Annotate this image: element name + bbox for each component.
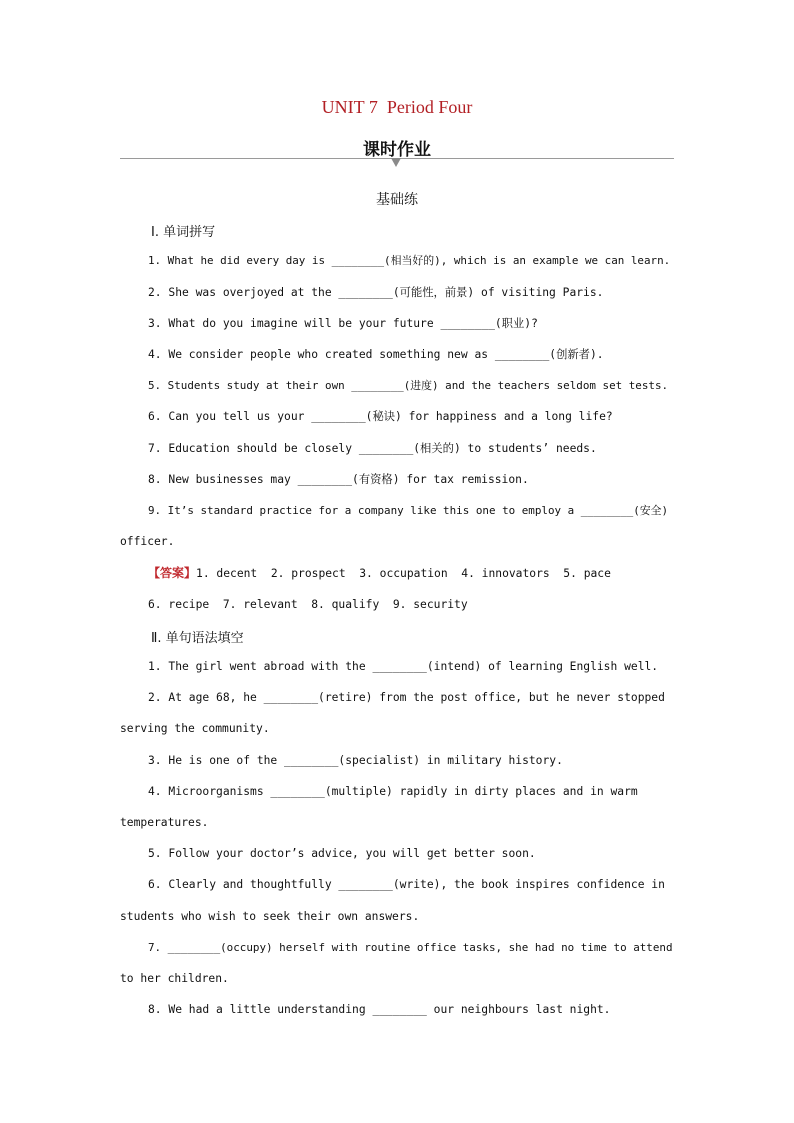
part2-question-3: 3. He is one of the ________(specialist) in military history. <box>148 754 563 767</box>
part2-question-2-cont: serving the community. <box>120 722 270 735</box>
part2-question-7: 7. ________(occupy) herself with routine office tasks, she had no time to attend <box>148 941 673 954</box>
part1-question-7: 7. Education should be closely ________(相关的) to students’ needs. <box>148 442 597 455</box>
part1-answer-line-1 <box>120 563 674 583</box>
part1-question-9: 9. It’s standard practice for a company like this one to employ a ________(安全) <box>148 504 669 517</box>
part2-question-5: 5. Follow your doctor’s advice, you will get better soon. <box>148 847 536 860</box>
answer-text-1: 1. decent 2. prospect 3. occupation 4. innovators 5. pace <box>196 567 611 580</box>
part2-question-4: 4. Microorganisms ________(multiple) rapidly in dirty places and in warm <box>148 785 638 798</box>
part2-question-4-cont: temperatures. <box>120 816 209 829</box>
section-title: 基础练 <box>376 192 418 208</box>
part1-answer-line-2: 6. recipe 7. relevant 8. qualify 9. security <box>148 598 468 611</box>
part2-question-1: 1. The girl went abroad with the ________(intend) of learning English well. <box>148 660 659 673</box>
part1-question-3: 3. What do you imagine will be your future ________(职业)? <box>148 317 538 330</box>
part1-question-1: 1. What he did every day is ________(相当好的), which is an example we can learn. <box>148 254 671 267</box>
part1-question-6: 6. Can you tell us your ________(秘诀) for happiness and a long life? <box>148 410 613 423</box>
part1-question-8: 8. New businesses may ________(有资格) for tax remission. <box>148 473 529 486</box>
part2-question-7-cont: to her children. <box>120 972 229 985</box>
part1-question-2: 2. She was overjoyed at the ________(可能性，前景) of visiting Paris. <box>148 286 604 299</box>
divider-triangle-icon <box>391 158 401 167</box>
part2-heading: Ⅱ. 单句语法填空 <box>151 631 244 646</box>
part1-question-9-cont: officer. <box>120 535 175 548</box>
homework-subtitle: 课时作业 <box>363 140 431 160</box>
unit-title: UNIT 7 Period Four <box>321 97 473 117</box>
part2-question-2: 2. At age 68, he ________(retire) from the post office, but he never stopped <box>148 691 665 704</box>
part1-question-5: 5. Students study at their own ________(进度) and the teachers seldom set tests. <box>148 379 669 392</box>
answer-label: 【答案】 <box>148 566 197 580</box>
part2-question-6: 6. Clearly and thoughtfully ________(write), the book inspires confidence in <box>148 878 665 891</box>
part2-question-8: 8. We had a little understanding ________ our neighbours last night. <box>148 1003 611 1016</box>
part2-question-6-cont: students who wish to seek their own answers. <box>120 910 420 923</box>
part1-question-4: 4. We consider people who created something new as ________(创新者). <box>148 348 604 361</box>
part1-heading: Ⅰ. 单词拼写 <box>151 225 216 240</box>
